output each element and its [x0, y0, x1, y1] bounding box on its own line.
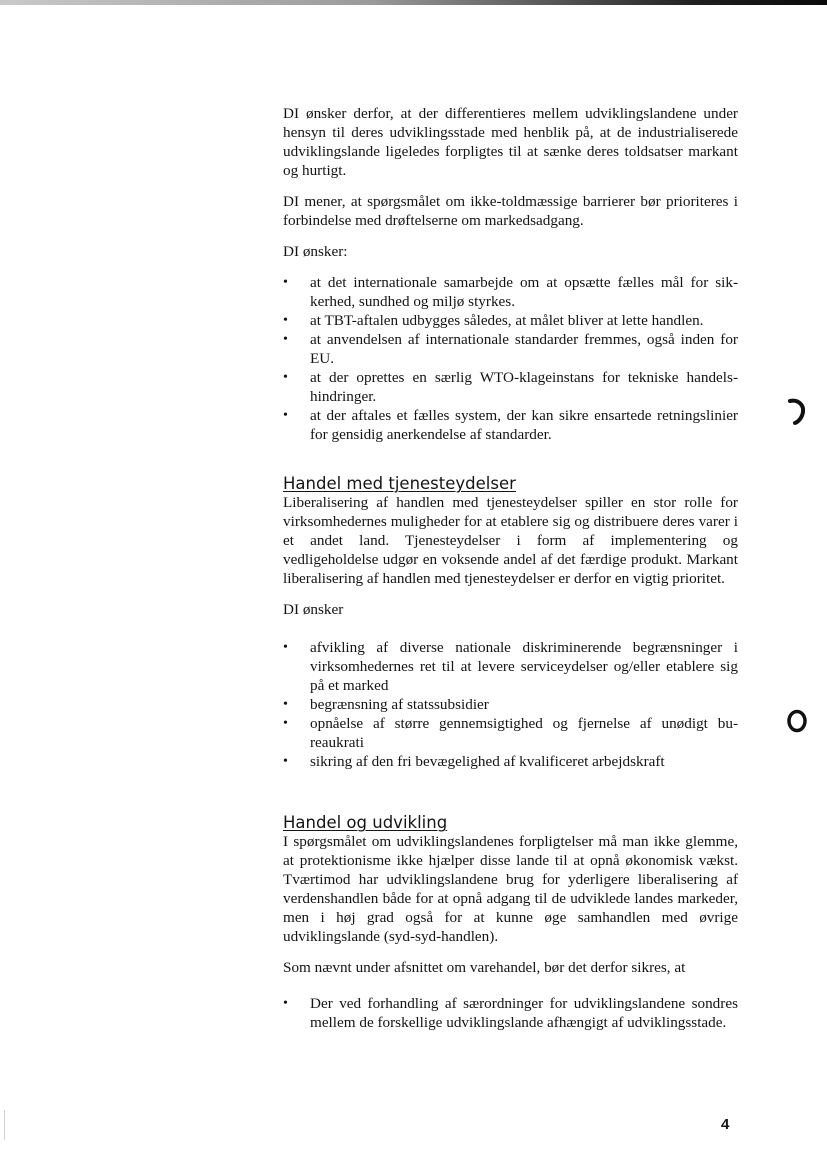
bullet-icon: •	[283, 313, 288, 328]
list-item-text: Der ved forhandling af særordninger for udviklingslandene sondres mellem de forskellige udviklingslande afhængigt af udviklingsstade.	[310, 995, 738, 1031]
services-bullet-list	[283, 638, 738, 771]
list-item	[283, 695, 738, 714]
list-item-text: at TBT-aftalen udbygges således, at målet bliver at lette handlen.	[310, 312, 704, 329]
bullet-icon: •	[283, 370, 288, 385]
services-paragraph-2: DI ønsker	[283, 601, 344, 618]
development-paragraph-2: Som nævnt under afsnittet om varehandel, bør det derfor sikres, at	[283, 959, 686, 976]
intro-paragraph-3: DI ønsker:	[283, 243, 348, 260]
list-item-text: at anvendelsen af internationale standarder fremmes, også inden for EU.	[310, 331, 738, 367]
list-item	[283, 638, 738, 695]
intro-bullet-list	[283, 273, 738, 444]
section-heading-development: Handel og udvikling	[283, 813, 448, 832]
scan-edge-left	[4, 1110, 5, 1140]
bullet-icon: •	[283, 697, 288, 712]
list-item-text: afvikling af diverse nationale diskriminerende begrænsninger i virksomhedernes ret til at levere serviceydelser og/eller etablere sig på et marked	[310, 639, 738, 694]
punch-hole-icon	[786, 706, 808, 736]
list-item	[283, 994, 738, 1032]
scan-edge-top	[0, 0, 827, 5]
intro-paragraph-1: DI ønsker derfor, at der differentieres mellem udviklingslandene under hensyn til deres udviklingsstade med henblik på, at de industrialiserede udviklingslande ligeledes forpligtes til at sænke deres toldsatser markant og hurtigt.	[283, 105, 738, 179]
list-item	[283, 273, 738, 311]
bullet-icon: •	[283, 275, 288, 290]
intro-paragraph-2: DI mener, at spørgsmålet om ikke-toldmæssige barrierer bør prioriteres i forbindelse med drøftelserne om markedsadgang.	[283, 193, 738, 229]
development-paragraph-1: I spørgsmålet om udviklingslandenes forpligtelser må man ikke glemme, at protektionisme ikke hjælper disse lande til at opnå økonomisk vækst. Tværtimod har udviklingslandene brug for yderligere liberalisering af verdenshandlen både for at opnå adgang til de udviklede landes markeder, men i høj grad også for at kunne øge samhandlen med øvrige udviklingslande (syd-syd-handlen).	[283, 833, 738, 945]
bullet-icon: •	[283, 754, 288, 769]
list-item	[283, 714, 738, 752]
list-item	[283, 311, 738, 330]
section-heading-services: Handel med tjenesteydelser	[283, 474, 516, 493]
bullet-icon: •	[283, 640, 288, 655]
page-number: 4	[721, 1116, 730, 1133]
bullet-icon: •	[283, 996, 288, 1011]
list-item-text: sikring af den fri bevægelighed af kvalificeret arbejdskraft	[310, 753, 665, 770]
list-item-text: at der oprettes en særlig WTO-klageinstans for tekniske handelshindringer.	[310, 369, 738, 405]
bullet-icon: •	[283, 716, 288, 731]
development-bullet-list	[283, 994, 738, 1032]
services-paragraph-1: Liberalisering af handlen med tjenesteydelser spiller en stor rolle for virksomhedernes muligheder for at etablere sig og distribuere deres varer i et andet land. Tjenesteydelser i form af implementering og vedligeholdelse udgør en voksende andel af det færdige produkt. Markant liberalisering af handlen med tjenesteydelser er derfor en vigtig prioritet.	[283, 494, 738, 587]
list-item	[283, 406, 738, 444]
bullet-icon: •	[283, 332, 288, 347]
bullet-icon: •	[283, 408, 288, 423]
list-item-text: opnåelse af større gennemsigtighed og fjernelse af unødigt bureaukrati	[310, 715, 738, 751]
list-item-text: begrænsning af statssubsidier	[310, 696, 489, 713]
list-item-text: at der aftales et fælles system, der kan sikre ensartede retningslinier for gensidig anerkendelse af standarder.	[310, 407, 738, 443]
list-item	[283, 330, 738, 368]
list-item-text: at det internationale samarbejde om at opsætte fælles mål for sikkerhed, sundhed og miljø styrkes.	[310, 274, 738, 310]
list-item	[283, 752, 738, 771]
document-body	[283, 104, 738, 1032]
punch-hole-mark-icon	[786, 396, 808, 426]
list-item	[283, 368, 738, 406]
